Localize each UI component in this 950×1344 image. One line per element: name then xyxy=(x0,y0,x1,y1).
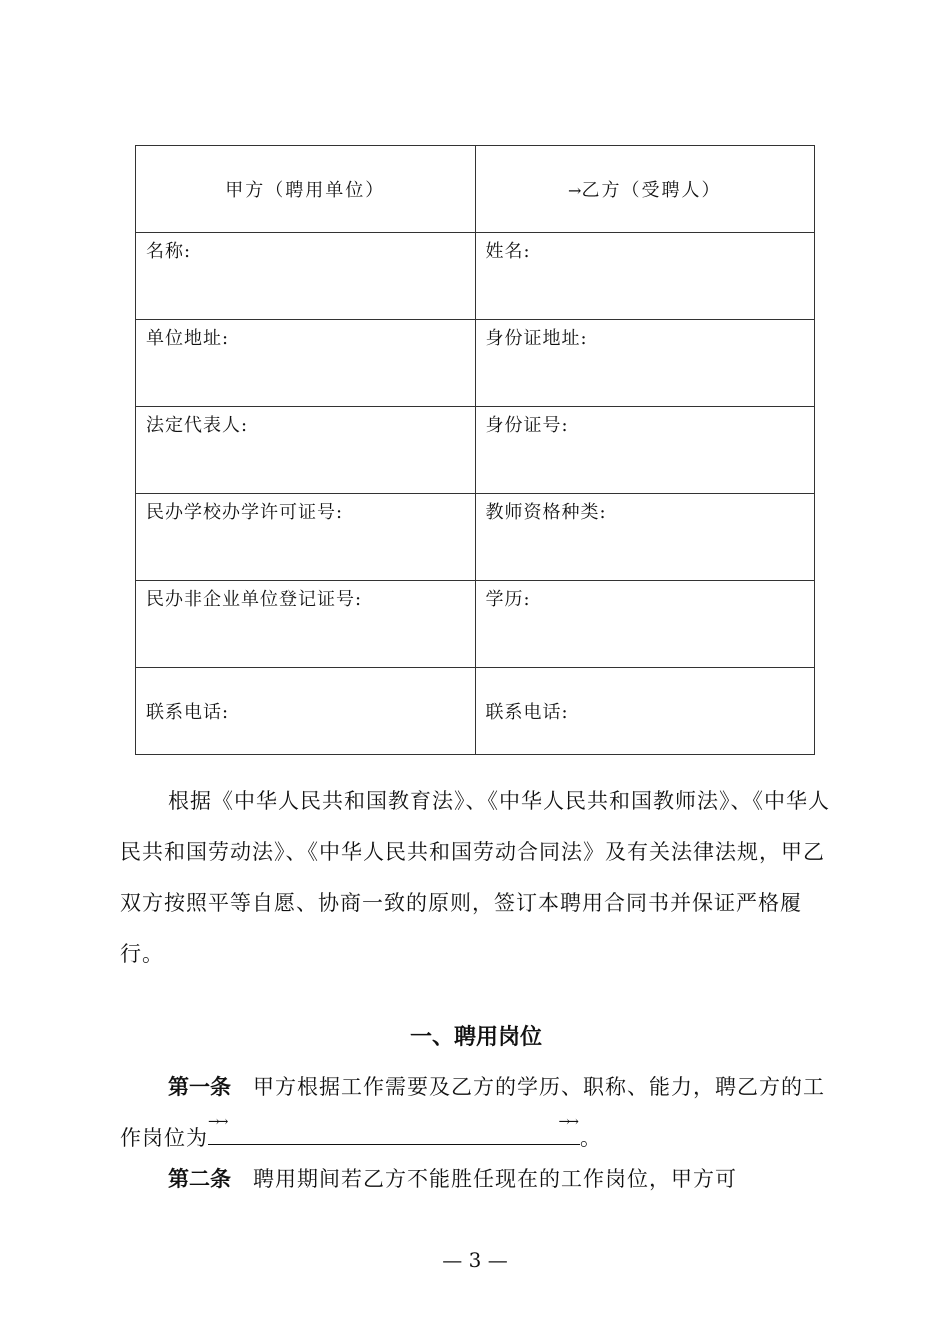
party-info-table xyxy=(135,145,815,755)
party-b-id-number-cell xyxy=(475,407,815,494)
article-text-end: 。 xyxy=(580,1126,602,1150)
blank-mark-left: →→ xyxy=(208,1114,226,1130)
field-label: 教师资格种类: xyxy=(485,502,607,523)
article-text: 聘用期间若乙方不能胜任现在的工作岗位，甲方可 xyxy=(253,1167,737,1191)
field-label: 民办学校办学许可证号: xyxy=(146,502,344,523)
field-label: 学历: xyxy=(485,589,531,610)
field-label: 联系电话: xyxy=(146,702,230,723)
party-b-name-cell xyxy=(475,233,815,320)
position-blank xyxy=(208,1114,580,1145)
party-b-phone-cell xyxy=(475,668,815,755)
party-b-address-cell xyxy=(475,320,815,407)
article-2 xyxy=(120,1154,832,1205)
intro-paragraph: 根据《中华人民共和国教育法》、《中华人民共和国教师法》、《中华人民共和国劳动法》、《中华人民共和国劳动合同法》及有关法律法规，甲乙双方按照平等自愿、协商一致的原则，签订本聘用合同书并保证严格履行。 xyxy=(120,789,830,966)
party-a-school-license-cell xyxy=(136,494,476,581)
field-label: 姓名: xyxy=(485,241,531,262)
party-a-header-label: 甲方（聘用单位） xyxy=(225,180,386,201)
field-label: 身份证号: xyxy=(485,415,569,436)
article-text: 甲方根据工作需要及乙方的学历、职称、能力，聘乙方的工作岗位为 xyxy=(120,1075,825,1150)
section-title: 一、聘用岗位 xyxy=(409,1025,542,1050)
party-a-name-cell xyxy=(136,233,476,320)
field-label: 民办非企业单位登记证号: xyxy=(146,589,363,610)
article-label: 第二条 xyxy=(168,1167,231,1191)
party-a-registration-cell xyxy=(136,581,476,668)
arrow-icon: → xyxy=(568,181,582,200)
party-a-address-cell xyxy=(136,320,476,407)
blank-mark-right: →→ xyxy=(558,1114,576,1130)
party-b-education-cell xyxy=(475,581,815,668)
party-a-legal-rep-cell xyxy=(136,407,476,494)
party-b-header-label: 乙方（受聘人） xyxy=(581,180,722,201)
field-label: 名称: xyxy=(146,241,192,262)
party-a-header xyxy=(136,146,476,233)
article-1 xyxy=(120,1062,832,1164)
field-label: 联系电话: xyxy=(485,702,569,723)
party-a-phone-cell xyxy=(136,668,476,755)
party-b-header xyxy=(475,146,815,233)
field-label: 身份证地址: xyxy=(485,328,588,349)
page-number: — 3 — xyxy=(442,1248,508,1272)
field-label: 法定代表人: xyxy=(146,415,249,436)
party-b-teacher-qualification-cell xyxy=(475,494,815,581)
field-label: 单位地址: xyxy=(146,328,230,349)
article-label: 第一条 xyxy=(168,1075,231,1099)
